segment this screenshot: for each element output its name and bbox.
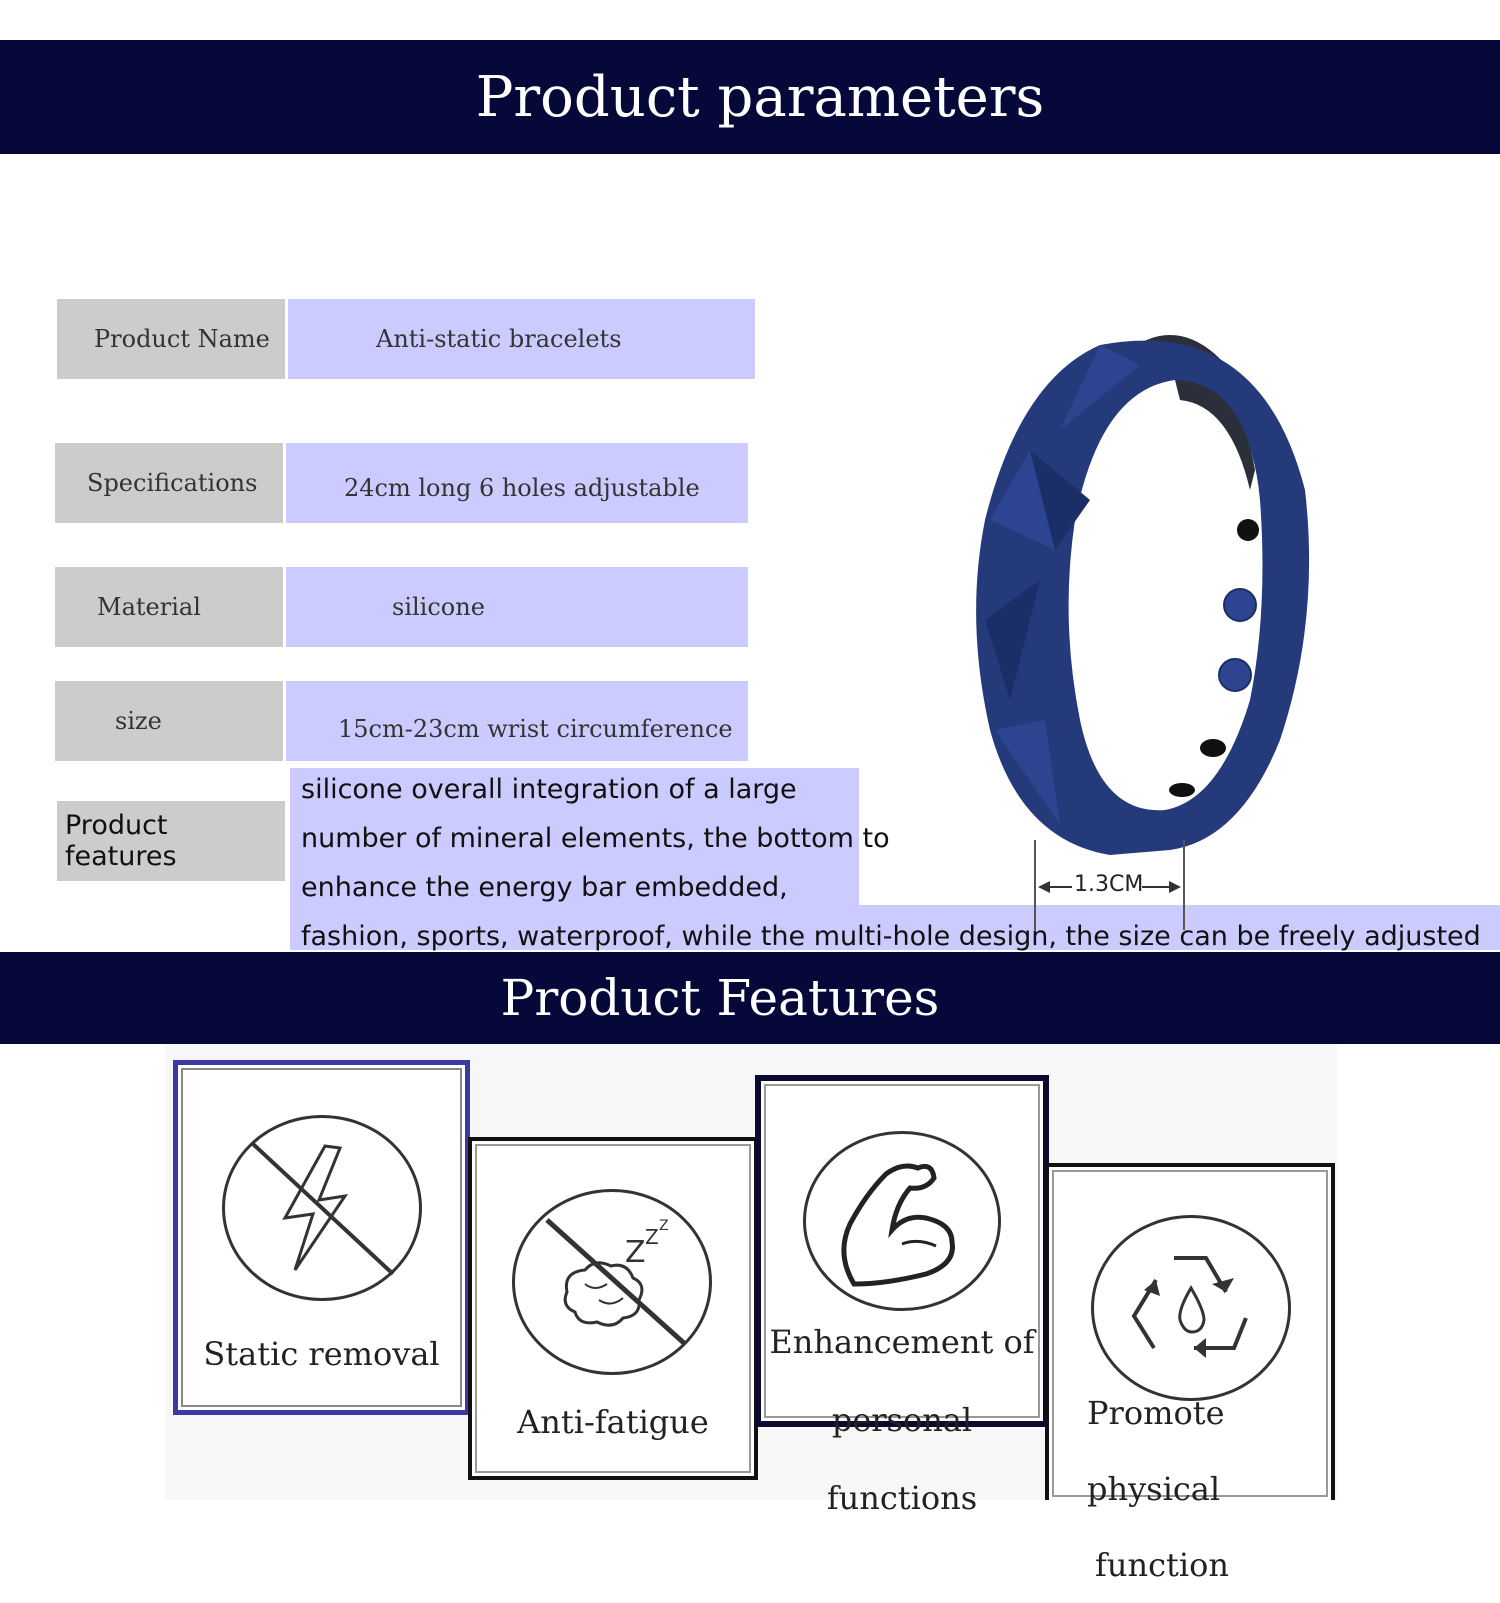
param-value-size: 15cm-23cm wrist circumference — [286, 681, 748, 761]
param-value-material: silicone — [286, 567, 748, 647]
dimension-label: 1.3CM — [1074, 872, 1144, 897]
feature-caption: Static removal — [203, 1335, 440, 1373]
svg-text:Z: Z — [659, 1218, 669, 1234]
param-label-material: Material — [55, 567, 283, 647]
strength-icon — [803, 1131, 1001, 1311]
features-line: silicone overall integration of a large — [301, 774, 797, 805]
svg-text:Z: Z — [645, 1225, 659, 1249]
no-static-icon — [222, 1115, 422, 1301]
param-label-product-name: Product Name — [57, 299, 285, 379]
param-value-product-name: Anti-static bracelets — [288, 299, 755, 379]
param-label-size: size — [55, 681, 283, 761]
feature-caption: Anti-fatigue — [517, 1403, 709, 1441]
svg-text:Z: Z — [625, 1235, 646, 1270]
anti-fatigue-icon — [512, 1189, 712, 1375]
feature-caption: Promote physical function — [1087, 1394, 1229, 1584]
feature-card-promote — [1045, 1163, 1335, 1584]
param-value-specifications: 24cm long 6 holes adjustable — [286, 443, 748, 523]
bracelet-image — [950, 320, 1330, 940]
feature-card-enhancement — [755, 1075, 1049, 1517]
header-banner — [0, 40, 1500, 154]
feature-caption: Enhancement of personal functions — [769, 1323, 1035, 1517]
recycle-icon — [1091, 1215, 1291, 1401]
page-title: Product parameters — [475, 64, 1045, 130]
features-line: fashion, sports, waterproof, while the multi-hole design, the size can be freely adjusted — [301, 921, 1481, 952]
section-title: Product Features — [500, 969, 940, 1027]
param-label-product-features: Product features — [57, 801, 285, 881]
feature-card-static-removal — [173, 1060, 470, 1415]
param-label-specifications: Specifications — [55, 443, 283, 523]
feature-card-anti-fatigue — [468, 1137, 758, 1480]
features-line: number of mineral elements, the bottom to — [301, 823, 890, 854]
features-line: enhance the energy bar embedded, — [301, 872, 788, 903]
section-banner — [0, 952, 1500, 1044]
